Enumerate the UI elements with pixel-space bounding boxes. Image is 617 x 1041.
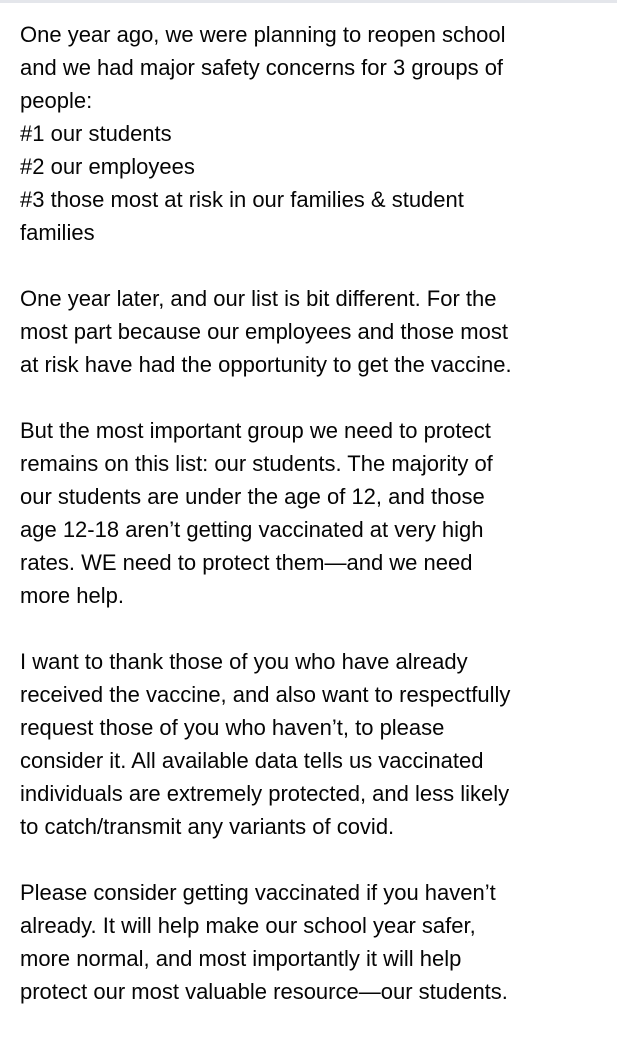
text-line: #1 our students xyxy=(20,121,172,146)
text-line: to catch/transmit any variants of covid. xyxy=(20,814,395,839)
text-line: I want to thank those of you who have already xyxy=(20,649,468,674)
text-line: more normal, and most importantly it will help xyxy=(20,946,462,971)
text-line: age 12-18 aren’t getting vaccinated at very high xyxy=(20,517,484,542)
text-line: more help. xyxy=(20,583,124,608)
paragraph-thank-you xyxy=(20,645,610,843)
text-line: Please consider getting vaccinated if you haven’t xyxy=(20,880,496,905)
text-line: protect our most valuable resource—our students. xyxy=(20,979,508,1004)
text-line: and we had major safety concerns for 3 groups of xyxy=(20,55,504,80)
top-divider xyxy=(0,0,617,3)
text-line: our students are under the age of 12, and those xyxy=(20,484,485,509)
text-line: people: xyxy=(20,88,93,113)
paragraph-protect-students xyxy=(20,414,610,612)
text-line: remains on this list: our students. The majority of xyxy=(20,451,493,476)
text-line: already. It will help make our school year safer, xyxy=(20,913,476,938)
paragraph-planning xyxy=(20,18,610,249)
text-line: individuals are extremely protected, and less likely xyxy=(20,781,510,806)
text-line: rates. WE need to protect them—and we need xyxy=(20,550,473,575)
text-line: at risk have had the opportunity to get the vaccine. xyxy=(20,352,512,377)
text-line: families xyxy=(20,220,95,245)
text-line: consider it. All available data tells us vaccinated xyxy=(20,748,484,773)
text-line: But the most important group we need to protect xyxy=(20,418,491,443)
text-line: received the vaccine, and also want to respectfully xyxy=(20,682,511,707)
paragraph-please-consider xyxy=(20,876,610,1008)
text-line: #2 our employees xyxy=(20,154,195,179)
paragraph-one-year-later xyxy=(20,282,610,381)
text-line: One year later, and our list is bit different. For the xyxy=(20,286,497,311)
text-line: request those of you who haven’t, to please xyxy=(20,715,445,740)
post-body xyxy=(20,18,610,1041)
text-line: most part because our employees and those most xyxy=(20,319,508,344)
text-line: One year ago, we were planning to reopen school xyxy=(20,22,506,47)
text-line: #3 those most at risk in our families & student xyxy=(20,187,464,212)
